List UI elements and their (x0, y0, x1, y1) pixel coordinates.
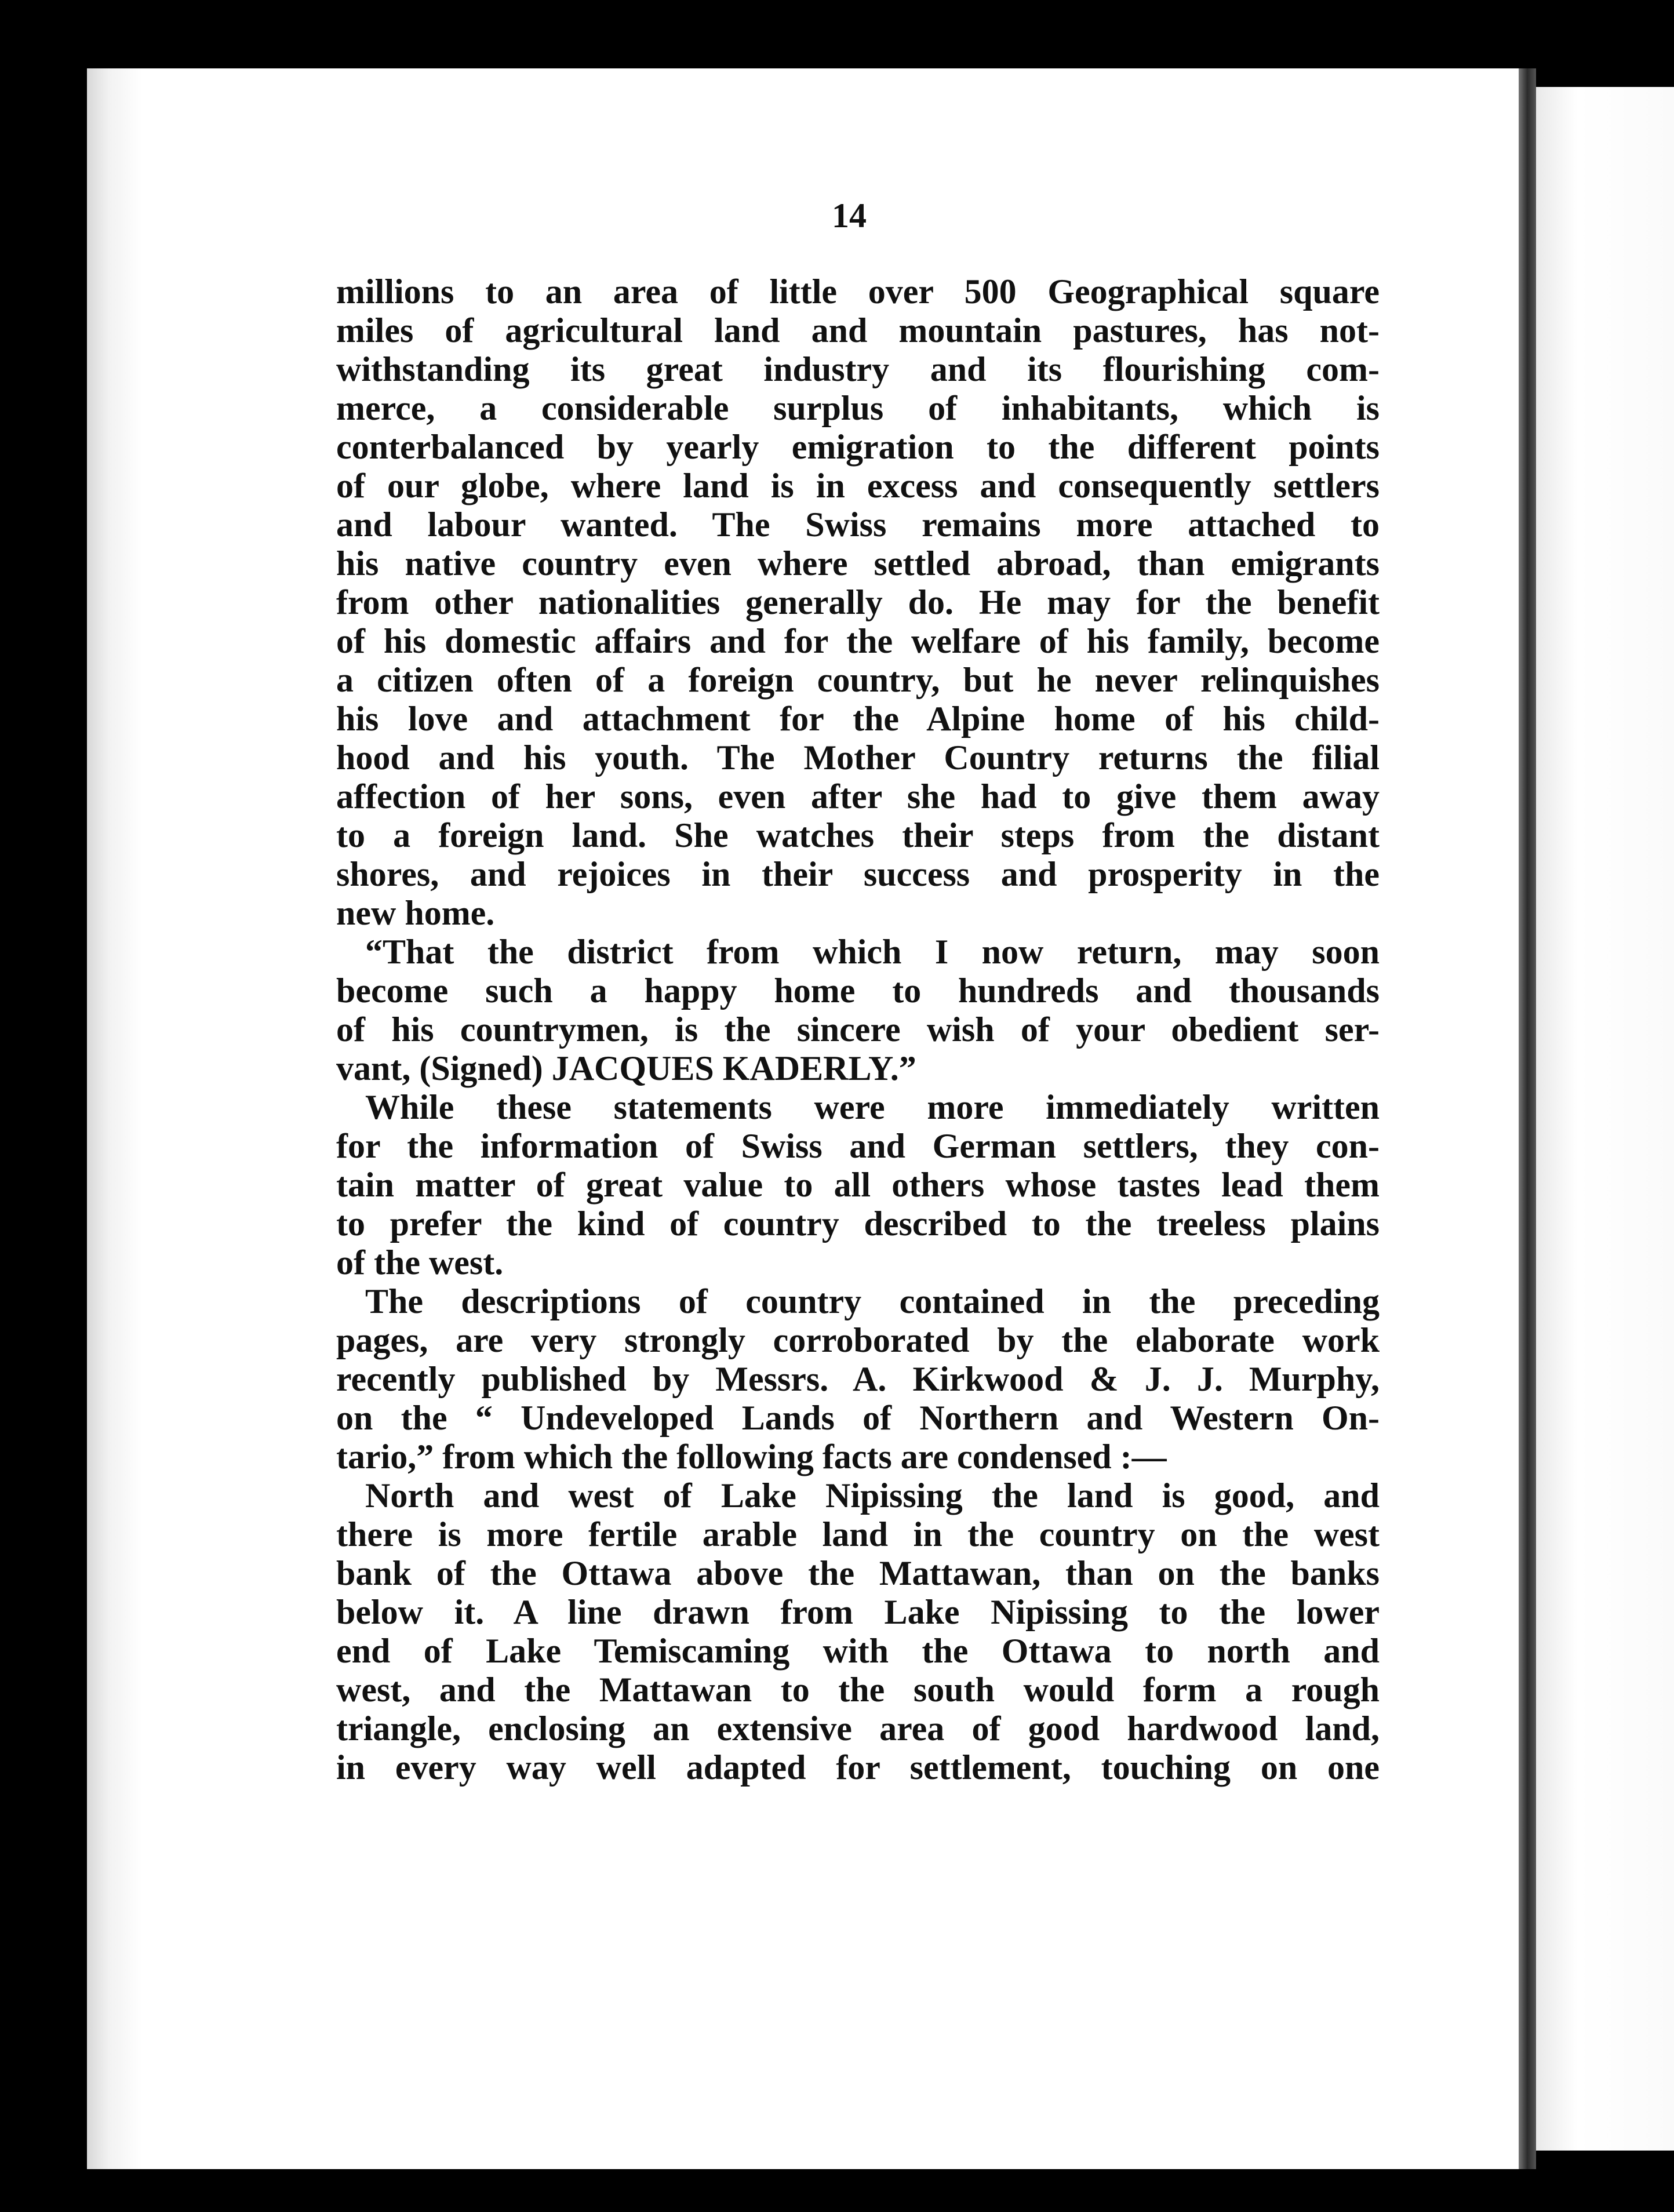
text-line: vant, (Signed) JACQUES KADERLY.” (336, 1049, 916, 1087)
text-line: merce, a considerable surplus of inhabitants, which is (336, 389, 1380, 427)
text-line: “That the district from which I now return, may soon (365, 933, 1380, 971)
text-line: end of Lake Temiscaming with the Ottawa to north and (336, 1632, 1380, 1670)
text-line: on the “ Undeveloped Lands of Northern and Western On- (336, 1399, 1380, 1437)
text-line: of his countrymen, is the sincere wish of your obedient ser- (336, 1010, 1380, 1049)
text-line: tario,” from which the following facts are condensed :— (336, 1438, 1167, 1476)
text-line: The descriptions of country contained in the preceding (365, 1282, 1380, 1320)
text-line: bank of the Ottawa above the Mattawan, than on the banks (336, 1554, 1380, 1592)
text-line: of the west. (336, 1243, 504, 1282)
text-line: become such a happy home to hundreds and thousands (336, 972, 1380, 1010)
text-line: to prefer the kind of country described to the treeless plains (336, 1205, 1380, 1243)
text-line: of his domestic affairs and for the welfare of his family, become (336, 622, 1380, 660)
text-line: North and west of Lake Nipissing the land is good, and (365, 1476, 1380, 1515)
book-binding (1519, 68, 1536, 2169)
text-line: withstanding its great industry and its flourishing com- (336, 350, 1380, 388)
text-line: to a foreign land. She watches their steps from the distant (336, 816, 1380, 854)
text-line: triangle, enclosing an extensive area of good hardwood land, (336, 1709, 1380, 1748)
body-text (336, 272, 1380, 1787)
text-line: recently published by Messrs. A. Kirkwood & J. J. Murphy, (336, 1360, 1380, 1398)
text-line: affection of her sons, even after she had to give them away (336, 777, 1380, 816)
text-line: tain matter of great value to all others whose tastes lead them (336, 1166, 1380, 1204)
text-line: for the information of Swiss and German settlers, they con- (336, 1127, 1380, 1165)
text-line: millions to an area of little over 500 Geographical square (336, 272, 1380, 311)
page-gutter-shadow (87, 68, 142, 2169)
text-line: pages, are very strongly corroborated by the elaborate work (336, 1321, 1380, 1359)
text-line: from other nationalities generally do. He may for the benefit (336, 583, 1380, 621)
text-line: a citizen often of a foreign country, but he never relinquishes (336, 661, 1380, 699)
text-line: hood and his youth. The Mother Country returns the filial (336, 738, 1380, 777)
adjacent-page-edge (1536, 87, 1674, 2151)
page-number: 14 (832, 197, 867, 235)
text-line: there is more fertile arable land in the country on the west (336, 1515, 1380, 1554)
text-line: and labour wanted. The Swiss remains more attached to (336, 505, 1380, 544)
text-line: new home. (336, 894, 495, 932)
text-line: in every way well adapted for settlement, touching on one (336, 1748, 1380, 1787)
text-line: conterbalanced by yearly emigration to the different points (336, 428, 1380, 466)
text-line: below it. A line drawn from Lake Nipissing to the lower (336, 1593, 1380, 1631)
text-line: his love and attachment for the Alpine home of his child- (336, 700, 1380, 738)
text-line: miles of agricultural land and mountain pastures, has not- (336, 311, 1380, 350)
text-line: of our globe, where land is in excess and consequently settlers (336, 467, 1380, 505)
text-line: west, and the Mattawan to the south would form a rough (336, 1671, 1380, 1709)
text-line: his native country even where settled abroad, than emigrants (336, 544, 1380, 583)
text-line: shores, and rejoices in their success and prosperity in the (336, 855, 1380, 893)
text-line: While these statements were more immediately written (365, 1088, 1380, 1126)
